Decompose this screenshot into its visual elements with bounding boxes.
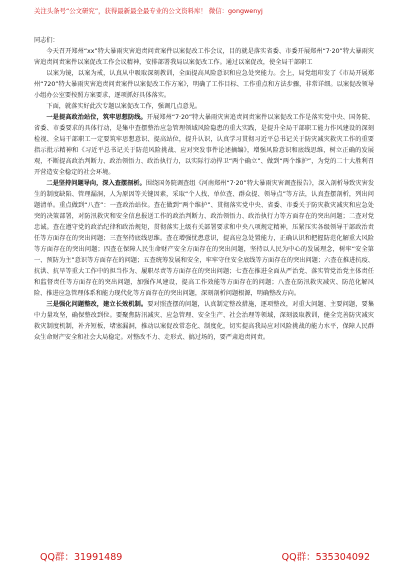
paragraph-text: 以案为镜，以案为戒，认真从中吸取深刻教训，全面提高风险意识和应急处突能力。会上，局党组印发了《市局开展郑州“720”特大暴雨灾害追责问责案件以案促改工作方案》，明确了工作目标、工作重点和方法步骤，非常详细。以案促改领导小组办公室要按照方案要求，逐项抓好具体落实。 bbox=[34, 70, 374, 99]
promo-header: 关注头条号“公文研究”，获得最新最全最专业的公文资料库！ 微信：gongwenyj bbox=[34, 7, 263, 15]
section-heading: 二是坚持问题导向，深入查摆剖析。 bbox=[46, 180, 146, 187]
section-text: 围绕国务院调查组《河南郑州“7·20”特大暴雨灾害调查报告》，深入剖析导致灾害发生的制度缺陷、管理漏洞，人为原因等关键因素，采取“个人找、单位查、群众提、领导点”等方法，认真查摆剖析，列出问题清单。重点做到“八查”：一查政治站位。查在做到“两个维护”、贯彻落实党中央、省委、市委关于防灾救灾减灾和应急处突的决策部署，对防汛救灾和安全信息报送工作的政治判断力、政治领悟力、政治执行力等方面存在的突出问题；二查对党忠诚。查在遵守党的政治纪律和政治规矩，贯彻落实上级有关部署要求和中央八项规定精神，压紧压实各级领导干部政治责任等方面存在的突出问题；三查坚持底线思维。查在增强忧患意识，提高应急处置能力，正确认识和把握防范化解重大风险等方面存在的突出问题；四查在保障人民生命财产安全方面存在的突出问题，坚持以人民为中心的发展理念，树牢“安全第一、预防为主”意识等方面存在的问题；五查统筹发展和安全，牢牢守住安全底线等方面存在的突出问题；六查在推进抗疫、抗洪、抗旱等重大工作中的担当作为、履职尽责等方面存在的突出问题；七查在推进全面从严治党、落实管党治党主体责任和监督责任等方面存在的突出问题，加强作风建设，提高工作效能等方面存在的问题；八查在防汛救灾减灾、防范化解风险、推进应急管理体系和能力现代化等方面存在的突出问题，深刻剖析问题根源，明确整改方向。 bbox=[34, 180, 375, 297]
paragraph-text: 今天召开郑州“xx”特大暴雨灾害追责问责案件以案促改工作会议，目的就是落实省委、市委开展郑州“7·20”特大暴雨灾害追责问责案件以案促改工作会议精神，安排部署我局以案促改工作。通过以案促改，使全局干部职工 bbox=[34, 48, 374, 66]
body-paragraph bbox=[34, 101, 374, 112]
paragraph-text: 下面，就落实好此次专题以案促改工作，强调几点意见。 bbox=[46, 103, 202, 110]
section-heading: 三是强化问题整改，建立长效机制。 bbox=[46, 301, 148, 308]
qq-group-2: QQ群：535304092 bbox=[281, 552, 370, 563]
salutation: 同志们： bbox=[34, 37, 59, 44]
section-paragraph-problem-orientation bbox=[34, 178, 374, 299]
section-text: 要对照查摆的问题，认真制定整改措施，逐项整改，对重大问题、主要问题，要集中力量攻坚，确保整改到位。要聚焦防汛减灾、应急管理、安全生产、社会治理等领域，深刻汲取教训，健全完善防灾减灾救灾制度机制，补齐短板，堵塞漏洞，推动以案促改常态化、制度化，切实提高我局应对风险挑战的能力水平，保障人民群众生命财产安全和社会大局稳定。对整改不力、走形式、搞过场的，要严肃追责问责。 bbox=[34, 301, 375, 341]
section-text: 开展郑州“7·20”特大暴雨灾害追责问责案件以案促改工作是落实党中央、国务院、省委、市委要求的具体行动，是集中查摆整治应急管理领域风险隐患的重大实践，是提升全局干部职工能力作风建设的深刻检视、全局干部职工一定要筑牢思想意识、提高站位，提升认识，认真学习贯彻习近平总书记关于防灾减灾救灾工作的重要指示批示精神和《习近平总书记关于防范风险挑战、应对突发事件论述摘编》，增强风险意识和底线思维，树立正确的发展观，不断提高政治判断力、政治领悟力、政治执行力，以实际行动捍卫“两个确立”、做到“两个维护”，为党的二十大胜利召开营造安全稳定的社会环境。 bbox=[34, 114, 375, 176]
section-paragraph-rectification bbox=[34, 299, 374, 343]
body-paragraph bbox=[34, 68, 374, 101]
body-paragraph bbox=[34, 46, 374, 68]
section-paragraph-political-stance bbox=[34, 112, 374, 178]
footer-contact bbox=[40, 551, 370, 565]
qq-group-1: QQ群：31991489 bbox=[40, 552, 123, 563]
section-heading: 一是提高政治站位，筑牢思想防线。 bbox=[46, 114, 147, 121]
document-body bbox=[34, 35, 374, 343]
